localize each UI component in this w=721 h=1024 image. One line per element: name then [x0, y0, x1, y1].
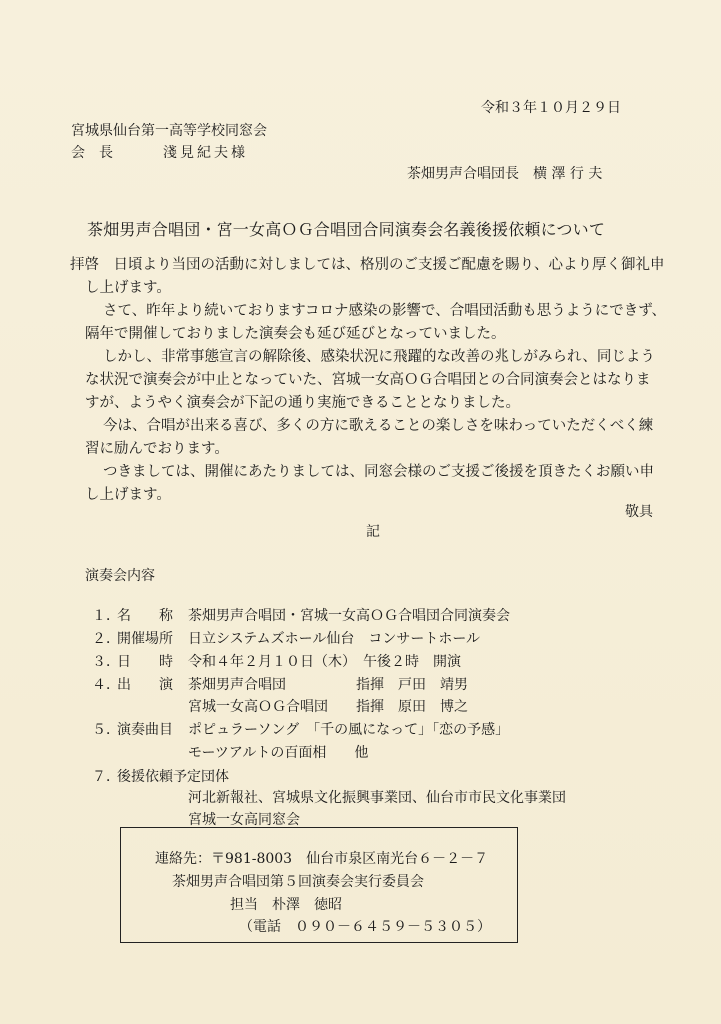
- item-value: 茶畑男声合唱団 指揮 戸田 靖男: [188, 677, 468, 693]
- item-number: ２．: [92, 631, 120, 647]
- body-line: 拝啓 日頃より当団の活動に対しましては、格別のご支援ご配慮を賜り、心より厚く御礼申: [70, 257, 665, 273]
- body-line: 今は、合唱が出来る喜び、多くの方に歌えることの楽しさを味わっていただくべく練: [103, 418, 654, 434]
- body-line: つきましては、開催にあたりましては、同窓会様のご支援ご後援を頂きたくお願い申: [103, 464, 654, 480]
- item-value: ポピュラーソング 「千の風になって」「恋の予感」: [188, 722, 510, 738]
- item-value: 宮城一女高ＯＧ合唱団 指揮 原田 博之: [188, 699, 468, 715]
- item-label: 出 演: [117, 677, 173, 693]
- item-value: 河北新報社、宮城県文化振興事業団、仙台市市民文化事業団: [188, 790, 566, 806]
- ki-mark: 記: [366, 524, 380, 540]
- body-line: 習に励んでおります。: [85, 441, 229, 457]
- recipient-role: 会 長: [71, 145, 113, 161]
- item-value: 令和４年２月１０日（木） 午後２時 開演: [188, 654, 461, 670]
- item-label: 開催場所: [117, 631, 173, 647]
- contact-committee: 茶畑男声合唱団第５回演奏会実行委員会: [172, 874, 424, 890]
- item-number: １．: [92, 608, 120, 624]
- section-title: 演奏会内容: [85, 568, 155, 584]
- contact-person: 担当 朴澤 徳昭: [230, 897, 342, 913]
- item-number: ３．: [92, 654, 120, 670]
- recipient-org: 宮城県仙台第一高等学校同窓会: [71, 123, 267, 139]
- letter-title: 茶畑男声合唱団・宮一女高ＯＧ合唱団合同演奏会名義後援依頼について: [87, 220, 606, 239]
- body-line: さて、昨年より続いておりますコロナ感染の影響で、合唱団活動も思うようにできず、: [103, 303, 667, 319]
- closing-keigu: 敬具: [625, 504, 653, 520]
- body-line: し上げます。: [85, 280, 171, 296]
- item-label: 後援依頼予定団体: [117, 769, 229, 785]
- item-number: ７．: [92, 769, 120, 785]
- item-value: 宮城一女高同窓会: [188, 812, 300, 828]
- body-line: しかし、非常事態宣言の解除後、感染状況に飛躍的な改善の兆しがみられ、同じよう: [103, 349, 655, 365]
- body-line: 隔年で開催しておりました演奏会も延び延びとなっていました。: [85, 326, 506, 342]
- contact-address: 連絡先：〒981-8003 仙台市泉区南光台６－２－７: [155, 851, 489, 867]
- item-value: 茶畑男声合唱団・宮城一女高ＯＧ合唱団合同演奏会: [188, 608, 510, 624]
- recipient-name: 淺見紀夫様: [163, 145, 248, 161]
- item-label: 名 称: [117, 608, 173, 624]
- item-label: 日 時: [117, 654, 173, 670]
- sender-name: 茶畑男声合唱団長 横 澤 行 夫: [407, 166, 603, 182]
- body-line: な状況で演奏会が中止となっていた、宮城一女高ＯＧ合唱団との合同演奏会とはなりま: [85, 372, 651, 388]
- item-number: ４．: [92, 677, 120, 693]
- body-line: すが、ようやく演奏会が下記の通り実施できることとなりました。: [85, 395, 520, 411]
- item-value: モーツアルトの百面相 他: [188, 745, 369, 761]
- item-value: 日立システムズホール仙台 コンサートホール: [188, 631, 481, 647]
- letter-date: 令和３年１０月２９日: [481, 100, 621, 116]
- body-line: し上げます。: [85, 487, 171, 503]
- item-label: 演奏曲目: [117, 722, 173, 738]
- contact-phone: （電話 ０９０－６４５９－５３０５）: [239, 919, 491, 935]
- item-number: ５．: [92, 722, 120, 738]
